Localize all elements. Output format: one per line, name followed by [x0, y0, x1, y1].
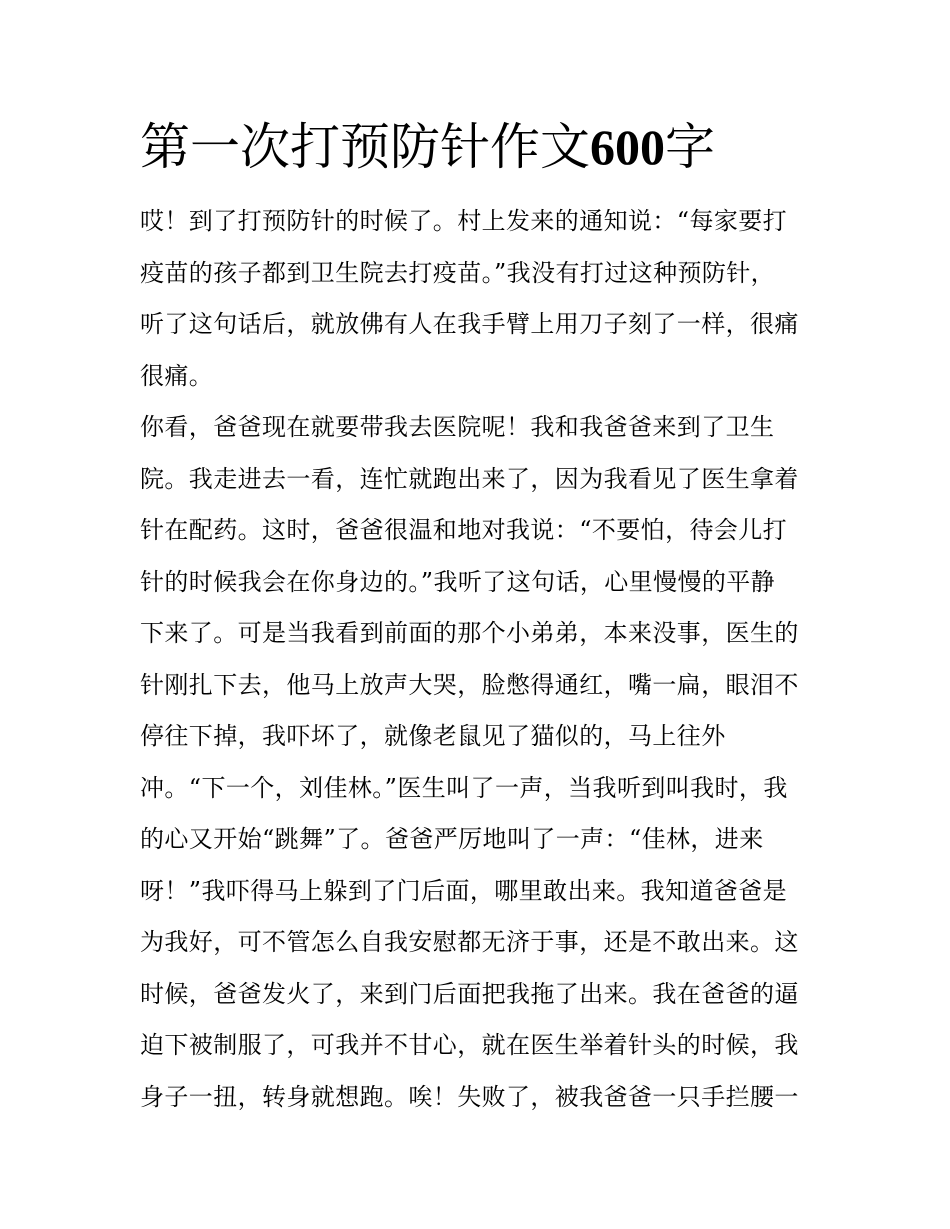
text-line: 迫下被制服了，可我并不甘心，就在医生举着针头的时候，我 [140, 1031, 799, 1059]
title-number: 600 [590, 119, 665, 175]
text-line: 你看，爸爸现在就要带我去医院呢！我和我爸爸来到了卫生 [140, 413, 775, 441]
text-line: 针的时候我会在你身边的。”我听了这句话，心里慢慢的平静 [140, 567, 776, 596]
title-suffix: 字 [665, 118, 715, 176]
text-line: 的心又开始“跳舞”了。爸爸严厉地叫了一声：“佳林，进来 [140, 825, 764, 853]
text-line: 院。我走进去一看，连忙就跑出来了，因为我看见了医生拿着 [140, 464, 799, 493]
text-line: 听了这句话后，就放佛有人在我手臂上用刀子刻了一样，很痛 [140, 310, 799, 338]
text-line: 针在配药。这时，爸爸很温和地对我说：“不要怕，待会儿打 [140, 516, 788, 544]
title-text: 第一次打预防针作文 [140, 118, 590, 176]
text-line: 为我好，可不管怎么自我安慰都无济于事，还是不敢出来。这 [140, 928, 799, 956]
text-line: 停往下掉，我吓坏了，就像老鼠见了猫似的，马上往外 [140, 722, 726, 750]
text-line: 时候，爸爸发火了，来到门后面把我拖了出来。我在爸爸的逼 [140, 979, 799, 1008]
text-line: 哎！到了打预防针的时候了。村上发来的通知说：“每家要打 [140, 207, 788, 235]
text-line: 冲。“下一个，刘佳林。”医生叫了一声，当我听到叫我时，我 [140, 773, 788, 802]
text-line: 疫苗的孩子都到卫生院去打疫苗。”我没有打过这种预防针， [140, 258, 776, 287]
text-line: 呀！”我吓得马上躲到了门后面，哪里敢出来。我知道爸爸是 [140, 876, 788, 905]
text-line: 下来了。可是当我看到前面的那个小弟弟，本来没事，医生的 [140, 619, 799, 647]
document-title [140, 112, 840, 182]
text-line: 身子一扭，转身就想跑。唉！失败了，被我爸爸一只手拦腰一 [140, 1082, 799, 1111]
text-line: 很痛。 [140, 361, 214, 390]
essay-body [140, 196, 815, 1123]
text-line: 针刚扎下去，他马上放声大哭，脸憋得通红，嘴一扁，眼泪不 [140, 670, 799, 699]
